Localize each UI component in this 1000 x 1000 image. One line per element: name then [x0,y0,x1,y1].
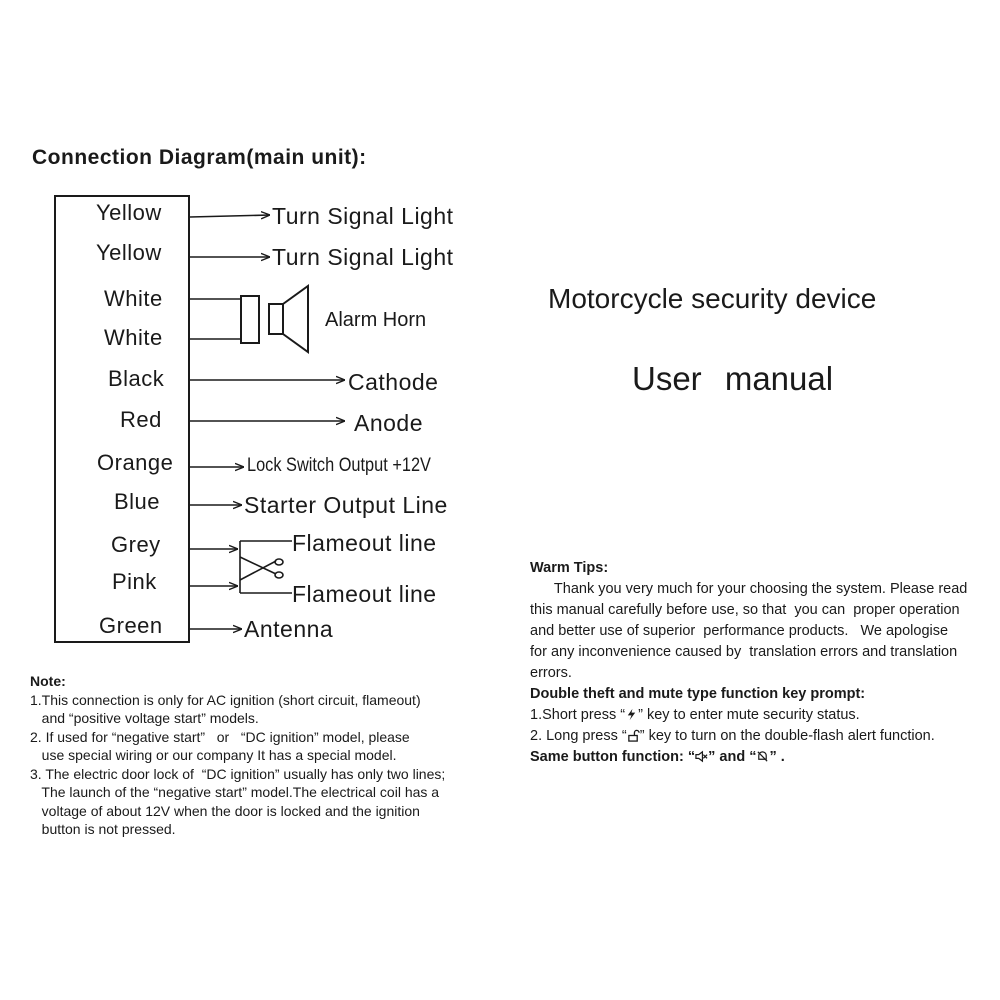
target-flameout-1: Flameout line [292,530,437,556]
scissors-icon [240,541,292,593]
key-prompt-heading: Double theft and mute type function key prompt: [530,686,866,702]
note-line: use special wiring or our company It has a special model. [30,747,397,763]
wire-label-yellow-2: Yellow [96,240,162,265]
key-prompt-item-2-pre: 2. Long press “ [530,728,627,744]
wire-label-white-1: White [104,286,163,311]
key-prompt-item-2-post: ” key to turn on the double-flash alert function. [639,728,935,744]
wire-label-yellow-1: Yellow [96,200,162,225]
tips-line: errors. [530,665,572,681]
mute-speaker-icon [695,750,708,763]
tips-line: and better use of superior performance products. We apologise [530,623,949,639]
document-subtitle: User manual [632,360,834,397]
bell-off-icon [756,750,769,763]
line-yellow-1 [190,215,270,217]
wire-label-red: Red [120,407,162,432]
key-prompt-item-1 [530,705,967,726]
target-cathode: Cathode [348,369,439,395]
target-starter-output: Starter Output Line [244,492,448,518]
same-button-pre: Same button function: “ [530,749,696,765]
target-alarm-horn: Alarm Horn [325,309,427,331]
key-prompt-item-1-post: ” key to enter mute security status. [638,707,860,723]
note-line: 1.This connection is only for AC ignition (short circuit, flameout) [30,691,421,708]
target-lock-switch: Lock Switch Output +12V [247,455,431,476]
note-line: 2. If used for “negative start” or “DC ignition” model, please [30,728,410,745]
note-line: and “positive voltage start” models. [30,710,259,726]
note-line: button is not pressed. [30,821,176,837]
wire-label-white-2: White [104,325,163,350]
diagram-heading: Connection Diagram(main unit): [32,146,367,169]
target-flameout-2: Flameout line [292,581,437,607]
notes-section [30,672,445,839]
wire-label-green: Green [99,613,163,638]
target-turn-signal-2: Turn Signal Light [272,244,454,270]
document-title: Motorcycle security device [548,283,877,314]
note-line: The launch of the “negative start” model.The electrical coil has a [30,784,440,800]
tips-line: for any inconvenience caused by translation errors and translation [530,644,958,660]
wire-label-grey: Grey [111,532,161,557]
warm-tips-section [530,558,967,768]
lightning-icon [625,708,638,721]
same-button-mid: ” and “ [708,749,757,765]
note-line: voltage of about 12V when the door is locked and the ignition [30,802,420,819]
wire-label-pink: Pink [112,569,157,594]
tips-heading: Warm Tips: [530,560,609,576]
same-button-post: ” . [769,749,785,765]
tips-line: this manual carefully before use, so that you can proper operation [530,602,960,618]
notes-heading: Note: [30,673,66,689]
same-button-function [530,747,967,768]
tips-line: Thank you very much for your choosing the system. Please read [530,581,968,597]
wire-label-black: Black [108,366,165,391]
target-turn-signal-1: Turn Signal Light [272,203,454,229]
target-antenna: Antenna [244,616,334,642]
key-prompt-item-2 [530,726,967,747]
note-line: 3. The electric door lock of “DC ignition” usually has only two lines; [30,765,446,782]
wire-label-orange: Orange [97,450,174,475]
alarm-horn-icon [241,286,308,352]
key-prompt-item-1-pre: 1.Short press “ [530,707,626,723]
wire-label-blue: Blue [114,489,161,514]
unlock-icon [627,729,640,742]
target-anode: Anode [354,410,424,436]
